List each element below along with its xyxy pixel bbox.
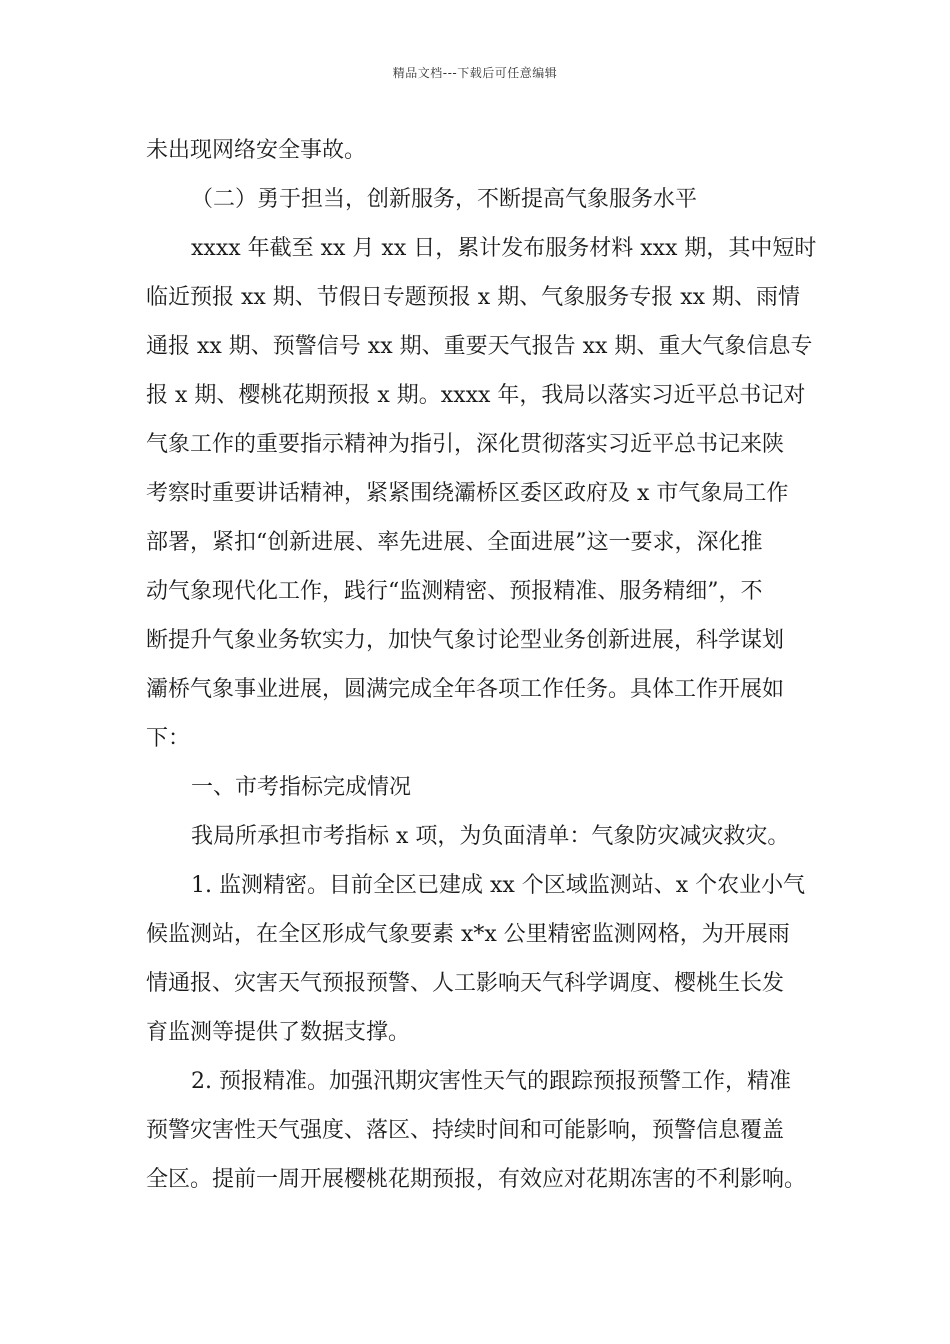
paragraph-line: 我局所承担市考指标 x 项，为负面清单：气象防灾减灾救灾。: [191, 824, 790, 849]
section-heading: （二）勇于担当，创新服务，不断提高气象服务水平: [191, 187, 698, 212]
paragraph-line: 未出现网络安全事故。: [146, 138, 367, 163]
paragraph-line: 下：: [146, 726, 191, 751]
paragraph-line: 候监测站，在全区形成气象要素 x*x 公里精密监测网格，为开展雨: [146, 922, 790, 947]
paragraph-line: 部署，紧扣“创新进展、率先进展、全面进展”这一要求，深化推: [146, 530, 763, 555]
section-heading: 一、市考指标完成情况: [191, 775, 412, 800]
paragraph-line: 1. 监测精密。目前全区已建成 xx 个区域监测站、x 个农业小气: [191, 873, 806, 898]
paragraph-line: 预警灾害性天气强度、落区、持续时间和可能影响，预警信息覆盖: [146, 1118, 785, 1143]
paragraph-line: 考察时重要讲话精神，紧紧围绕灞桥区委区政府及 x 市气象局工作: [146, 481, 789, 506]
paragraph-line: 灞桥气象事业进展，圆满完成全年各项工作任务。具体工作开展如: [146, 677, 785, 702]
paragraph-line: 2. 预报精准。加强汛期灾害性天气的跟踪预报预警工作，精准: [191, 1069, 791, 1094]
paragraph-line: xxxx 年截至 xx 月 xx 日，累计发布服务材料 xxx 期，其中短时: [191, 236, 817, 261]
document-body: [146, 126, 817, 1204]
paragraph-line: 气象工作的重要指示精神为指引，深化贯彻落实习近平总书记来陕: [146, 432, 785, 457]
paragraph-line: 育监测等提供了数据支撑。: [146, 1020, 411, 1045]
page-header: 精品文档---下载后可任意编辑: [392, 66, 558, 80]
paragraph-line: 报 x 期、樱桃花期预报 x 期。xxxx 年，我局以落实习近平总书记对: [146, 383, 806, 408]
paragraph-line: 动气象现代化工作，践行“监测精密、预报精准、服务精细”，不: [146, 579, 763, 604]
paragraph-line: 通报 xx 期、预警信号 xx 期、重要天气报告 xx 期、重大气象信息专: [146, 334, 813, 359]
paragraph-line: 情通报、灾害天气预报预警、人工影响天气科学调度、樱桃生长发: [146, 971, 785, 996]
paragraph-line: 全区。提前一周开展樱桃花期预报，有效应对花期冻害的不利影响。: [146, 1167, 807, 1192]
paragraph-line: 临近预报 xx 期、节假日专题预报 x 期、气象服务专报 xx 期、雨情: [146, 285, 800, 310]
paragraph-line: 断提升气象业务软实力，加快气象讨论型业务创新进展，科学谋划: [146, 628, 785, 653]
